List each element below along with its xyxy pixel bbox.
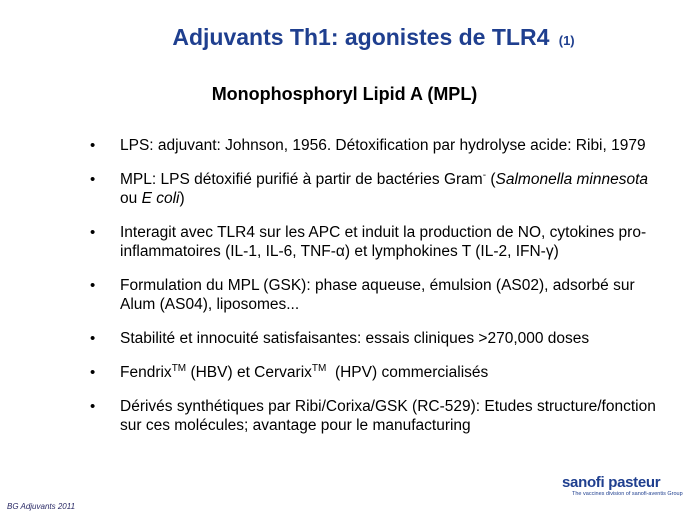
logo-brand: sanofi pasteur (562, 474, 661, 491)
bullet-icon: • (90, 277, 96, 294)
bullet-text-post: ) (179, 190, 185, 207)
bullet-text-post: (HPV) commercialisés (326, 364, 489, 381)
trademark-superscript: TM (171, 362, 187, 374)
bullet-item (90, 136, 660, 155)
bullet-text: Interagit avec TLR4 sur les APC et induit la production de NO, cytokines pro-inflammatoires (IL-1, IL-6, TNF-α) et lymphokines T (IL-2, IFN-γ) (120, 224, 647, 260)
bullet-icon: • (90, 224, 96, 241)
footer-note: BG Adjuvants 2011 (7, 502, 76, 511)
slide-subtitle: Monophosphoryl Lipid A (MPL) (211, 84, 478, 104)
logo-tagline: The vaccines division of sanofi-aventis Group (572, 491, 683, 497)
bullet-icon: • (90, 171, 96, 188)
bullet-text: Stabilité et innocuité satisfaisantes: essais cliniques >270,000 doses (120, 330, 590, 347)
bullet-text-mid: (HBV) et Cervarix (186, 364, 312, 381)
bullet-icon: • (90, 398, 96, 415)
slide-title-main: Adjuvants Th1: agonistes de TLR4 (172, 24, 550, 50)
bullet-text-pre: MPL: LPS détoxifié purifié à partir de bactéries Gram (120, 171, 483, 188)
bullet-icon: • (90, 364, 96, 381)
bullet-icon: • (90, 330, 96, 347)
species-name: Salmonella minnesota (495, 171, 649, 188)
bullet-text-pre: Fendrix (120, 364, 172, 381)
bullet-text-mid2: ou (120, 190, 142, 207)
slide-title (0, 24, 689, 51)
species-name: E coli (141, 190, 180, 207)
bullet-list (90, 136, 660, 450)
bullet-item (90, 397, 660, 435)
bullet-text-mid: ( (486, 171, 496, 188)
slide-title-number: (1) (558, 33, 575, 48)
superscript-minus: - (482, 169, 487, 181)
bullet-text: Formulation du MPL (GSK): phase aqueuse, émulsion (AS02), adsorbé sur Alum (AS04), liposomes... (120, 277, 635, 313)
sanofi-pasteur-logo (562, 474, 682, 500)
bullet-item (90, 223, 660, 261)
bullet-item (90, 329, 660, 348)
bullet-text: LPS: adjuvant: Johnson, 1956. Détoxification par hydrolyse acide: Ribi, 1979 (120, 137, 646, 154)
bullet-item (90, 170, 660, 208)
bullet-icon: • (90, 137, 96, 154)
bullet-item (90, 276, 660, 314)
bullet-text: Dérivés synthétiques par Ribi/Corixa/GSK (RC-529): Etudes structure/fonction sur ces molécules; avantage pour le manufacturing (120, 398, 656, 434)
trademark-superscript: TM (311, 362, 327, 374)
bullet-item (90, 363, 660, 382)
